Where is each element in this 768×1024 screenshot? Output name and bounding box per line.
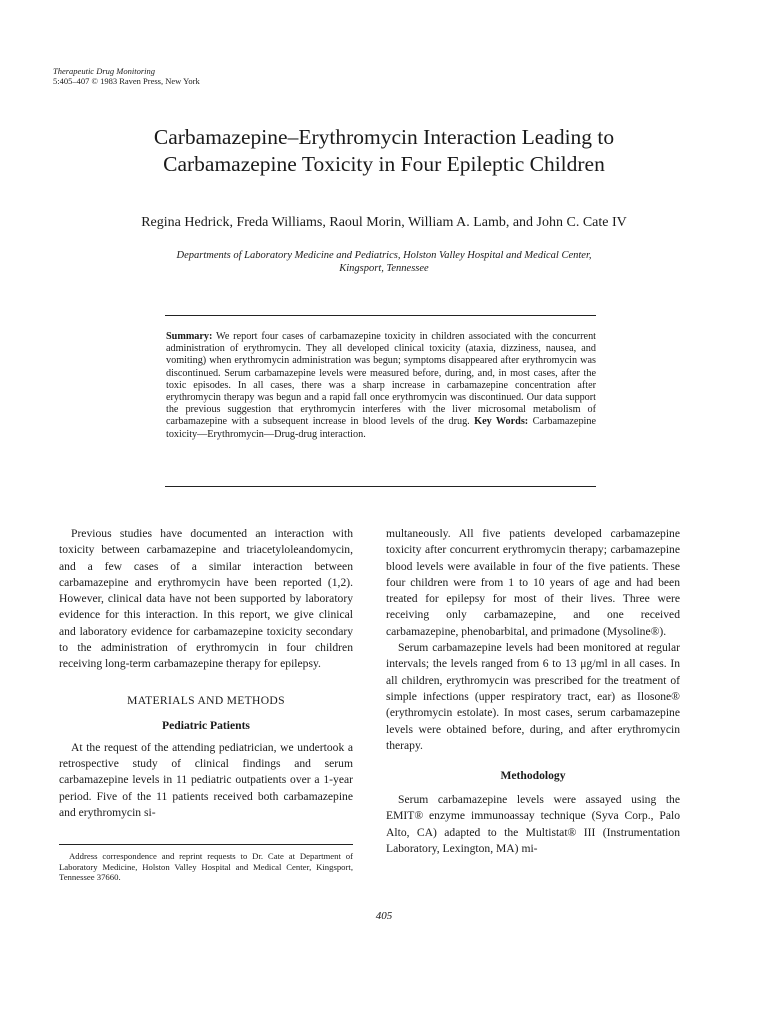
patients-paragraph-part2: multaneously. All five patients developed carbamazepine toxicity after concurrent erythromycin therapy; carbamazepine blood levels were available in four of the five patients. These four children were from 1 to 10 years of age and had been treated for epilepsy for most of their lives. Three were receiving only carbamazepine, and one received carbamazepine, phenobarbital, and primadone (Mysoline®). bbox=[386, 527, 680, 638]
title-line-2: Carbamazepine Toxicity in Four Epileptic Children bbox=[163, 152, 605, 176]
journal-citation: 5:405–407 © 1983 Raven Press, New York bbox=[53, 76, 200, 86]
summary-abstract bbox=[166, 331, 596, 441]
keywords-text: Carbamazepine toxicity—Erythromycin—Drug-drug interaction. bbox=[166, 416, 596, 440]
title-line-1: Carbamazepine–Erythromycin Interaction Leading to bbox=[153, 125, 615, 149]
patients-paragraph-part1: At the request of the attending pediatrician, we undertook a retrospective study of clinical findings and serum carbamazepine levels in 11 pediatric outpatients over a 1-year period. Five of the 11 patients received both carbamazepine and erythromycin si- bbox=[59, 740, 353, 819]
summary-label: Summary: bbox=[166, 331, 213, 342]
methodology-paragraph: Serum carbamazepine levels were assayed using the EMIT® enzyme immunoassay technique (Syva Corp., Palo Alto, CA) adapted to the Multistat® III (Instrumentation Laboratory, Lexington, MA) mi- bbox=[386, 793, 680, 856]
intro-paragraph: Previous studies have documented an interaction with toxicity between carbamazepine and triacetyloleandomycin, and a few cases of a similar interaction between carbamazepine and erythromycin have been reported (1,2). However, clinical data have not been supported by laboratory evidence for this interaction. In this report, we give clinical and laboratory evidence for carbamazepine toxicity secondary to the administration of erythromycin in four children receiving long-term carbamazepine therapy for epilepsy. bbox=[59, 527, 353, 671]
correspondence-footnote: Address correspondence and reprint requests to Dr. Cate at Department of Laboratory Medicine, Holston Valley Hospital and Medical Center, Kingsport, Tennessee 37660. bbox=[59, 851, 353, 882]
affiliation-line-1: Departments of Laboratory Medicine and Pediatrics, Holston Valley Hospital and Medical Center, bbox=[176, 250, 592, 261]
journal-header bbox=[53, 66, 200, 86]
affiliation-line-2: Kingsport, Tennessee bbox=[339, 263, 429, 274]
footnote-rule bbox=[59, 844, 353, 845]
page-number: 405 bbox=[375, 910, 393, 922]
summary-bottom-rule bbox=[165, 486, 596, 487]
section-heading-methods: MATERIALS AND METHODS bbox=[127, 693, 285, 707]
right-column bbox=[386, 526, 680, 857]
summary-text: We report four cases of carbamazepine toxicity in children associated with the concurrent administration of erythromycin. They all developed clinical toxicity (ataxia, dizziness, nausea, and vomiting) when erythromycin administration was begun; symptoms disappeared after erythromycin was discontinued. Serum carbamazepine levels were measured before, during, and, in most cases, after the toxic episodes. In all cases, there was a sharp increase in carbamazepine concentration after erythromycin therapy was begun and a rapid fall once erythromycin was discontinued. Our data support the previous suggestion that erythromycin interferes with the liver microsomal metabolism of carbamazepine with a subsequent increase in blood levels of the drug. bbox=[166, 331, 596, 428]
summary-top-rule bbox=[165, 315, 596, 316]
article-title bbox=[40, 124, 728, 178]
journal-name: Therapeutic Drug Monitoring bbox=[53, 66, 155, 76]
subsection-heading-methodology: Methodology bbox=[500, 769, 566, 783]
patients-paragraph-levels: Serum carbamazepine levels had been monitored at regular intervals; the levels ranged from 6 to 13 μg/ml in all cases. In all children, erythromycin was prescribed for the treatment of simple infections (upper respiratory tract, ear) as Ilosone® (erythromycin estolate). In most cases, serum carbamazepine levels were obtained before, during, and after erythromycin therapy. bbox=[386, 641, 680, 752]
left-column bbox=[59, 526, 353, 821]
author-list: Regina Hedrick, Freda Williams, Raoul Morin, William A. Lamb, and John C. Cate IV bbox=[141, 215, 627, 230]
affiliation bbox=[80, 249, 688, 275]
keywords-label: Key Words: bbox=[469, 416, 529, 428]
subsection-heading-patients: Pediatric Patients bbox=[162, 718, 250, 732]
